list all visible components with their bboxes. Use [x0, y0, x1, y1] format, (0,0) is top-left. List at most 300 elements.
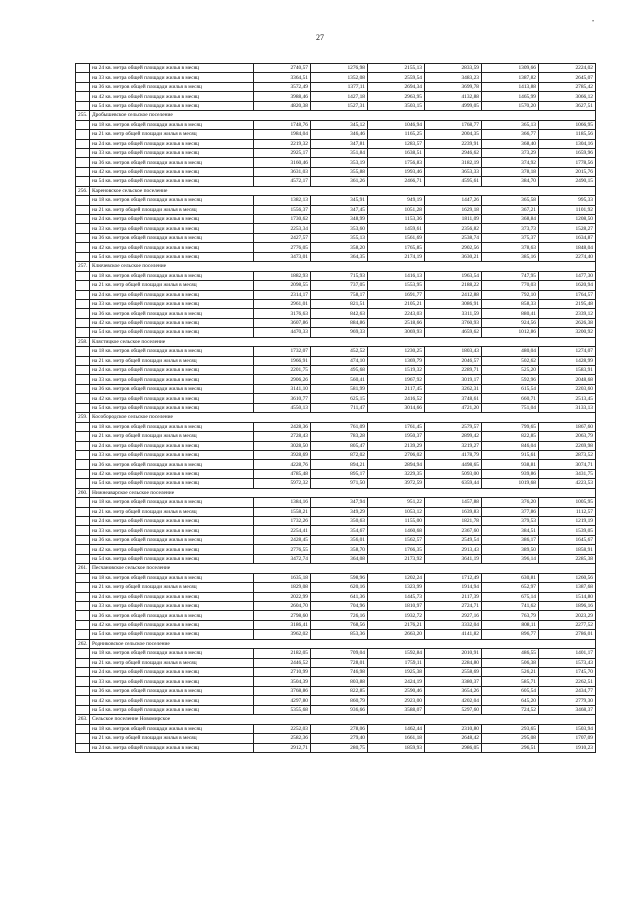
value-cell: 377,86	[482, 507, 539, 516]
table-row	[76, 696, 596, 705]
value-cell: 3631,03	[254, 167, 311, 176]
row-number	[76, 196, 90, 205]
value-cell: 2289,71	[425, 366, 482, 375]
value-cell: 345,91	[311, 196, 368, 205]
table-row	[76, 394, 596, 403]
value-cell: 2201,75	[254, 366, 311, 375]
value-cell: 1165,25	[368, 130, 425, 139]
area-label: на 24 кв. метра общей площади жилья в месяц	[90, 366, 254, 375]
value-cell: 2786,01	[539, 630, 596, 639]
value-cell: 358,70	[311, 545, 368, 554]
value-cell: 3019,17	[425, 375, 482, 384]
table-row	[76, 734, 596, 743]
value-cell: 1573,43	[539, 658, 596, 667]
value-cell: 6359,44	[425, 479, 482, 488]
area-label: на 54 кв. метра общей площади жилья в месяц	[90, 630, 254, 639]
row-number	[76, 450, 90, 459]
value-cell: 376,20	[482, 498, 539, 507]
value-cell: 2513,45	[539, 394, 596, 403]
row-number	[76, 158, 90, 167]
value-cell: 355,88	[311, 167, 368, 176]
value-cell: 3699,78	[425, 82, 482, 91]
value-cell: 2558,69	[425, 668, 482, 677]
area-label: на 54 кв. метра общей площади жилья в месяц	[90, 554, 254, 563]
value-cell: 2015,76	[539, 167, 596, 176]
value-cell: 2274,40	[539, 252, 596, 261]
row-number	[76, 554, 90, 563]
value-cell: 1761,45	[368, 422, 425, 431]
value-cell: 1583,91	[539, 366, 596, 375]
value-cell: 2710,99	[254, 668, 311, 677]
table-row	[76, 347, 596, 356]
row-number	[76, 583, 90, 592]
table-row	[76, 450, 596, 459]
value-cell: 1101,92	[539, 205, 596, 214]
area-label: на 36 кв. метров общей площади жилья в месяц	[90, 82, 254, 91]
value-cell: 1925,38	[368, 668, 425, 677]
value-cell: 2648,42	[425, 734, 482, 743]
value-cell: 280,75	[311, 743, 368, 752]
value-cell: 660,71	[482, 394, 539, 403]
value-cell: 4141,82	[425, 630, 482, 639]
value-cell: 880,41	[482, 309, 539, 318]
value-cell: 2645,07	[539, 73, 596, 82]
value-cell: 379,53	[482, 517, 539, 526]
value-cell: 761,09	[311, 422, 368, 431]
table-row	[76, 583, 596, 592]
area-label: на 18 кв. метров общей площади жилья в месяц	[90, 422, 254, 431]
tariff-table	[75, 63, 596, 753]
table-row	[76, 205, 596, 214]
value-cell: 2663,20	[368, 630, 425, 639]
value-cell: 373,73	[482, 224, 539, 233]
value-cell: 1005,95	[539, 498, 596, 507]
value-cell: 3627,51	[539, 101, 596, 110]
value-cell: 293,65	[482, 724, 539, 733]
area-label: на 24 кв. метра общей площади жилья в месяц	[90, 517, 254, 526]
value-cell: 5355,68	[254, 705, 311, 714]
value-cell: 351,84	[311, 148, 368, 157]
value-cell: 2728,43	[254, 432, 311, 441]
value-cell: 295,08	[482, 734, 539, 743]
row-number: 256.	[76, 186, 90, 195]
area-label: на 18 кв. метров общей площади жилья в месяц	[90, 196, 254, 205]
value-cell: 1756,83	[368, 158, 425, 167]
value-cell: 641,36	[311, 592, 368, 601]
value-cell: 486,55	[482, 649, 539, 658]
area-label: на 24 кв. метра общей площади жилья в месяц	[90, 290, 254, 299]
settlement-title: Нижнеаварское сельское поселение	[90, 488, 596, 497]
row-number	[76, 167, 90, 176]
value-cell: 2063,79	[539, 432, 596, 441]
value-cell: 2174,19	[368, 252, 425, 261]
value-cell: 3748,61	[425, 394, 482, 403]
value-cell: 630,81	[482, 573, 539, 582]
table-row	[76, 356, 596, 365]
value-cell: 1387,68	[539, 583, 596, 592]
value-cell: 1638,51	[368, 148, 425, 157]
value-cell: 3069,93	[368, 328, 425, 337]
table-row	[76, 479, 596, 488]
value-cell: 1561,69	[368, 233, 425, 242]
value-cell: 598,96	[311, 573, 368, 582]
value-cell: 2219,32	[254, 139, 311, 148]
value-cell: 3472,74	[254, 554, 311, 563]
value-cell: 361,26	[311, 177, 368, 186]
area-label: на 24 кв. метра общей площади жилья в месяц	[90, 668, 254, 677]
value-cell: 1967,92	[368, 375, 425, 384]
value-cell: 1384,16	[254, 498, 311, 507]
value-cell: 1829,08	[254, 583, 311, 592]
area-label: на 42 кв. метра общей площади жилья в месяц	[90, 167, 254, 176]
value-cell: 615,54	[482, 384, 539, 393]
value-cell: 3654,26	[425, 686, 482, 695]
value-cell: 3066,12	[539, 92, 596, 101]
value-cell: 2986,05	[425, 743, 482, 752]
value-cell: 3186,41	[254, 620, 311, 629]
row-number: 260.	[76, 488, 90, 497]
value-cell: 3503,15	[368, 101, 425, 110]
value-cell: 3504,39	[254, 677, 311, 686]
value-cell: 3768,86	[254, 686, 311, 695]
row-number	[76, 573, 90, 582]
row-number	[76, 696, 90, 705]
value-cell: 2428,36	[254, 422, 311, 431]
value-cell: 799,65	[482, 422, 539, 431]
row-number	[76, 82, 90, 91]
table-row	[76, 366, 596, 375]
table-row	[76, 92, 596, 101]
table-row	[76, 73, 596, 82]
value-cell: 2010,91	[425, 649, 482, 658]
value-cell: 1503,94	[539, 724, 596, 733]
table-row	[76, 403, 596, 412]
table-row	[76, 668, 596, 677]
value-cell: 2785,42	[539, 82, 596, 91]
value-cell: 350,63	[311, 517, 368, 526]
value-cell: 924,56	[482, 318, 539, 327]
row-number	[76, 535, 90, 544]
value-cell: 2023,29	[539, 611, 596, 620]
value-cell: 1966,91	[254, 356, 311, 365]
value-cell: 346,46	[311, 130, 368, 139]
value-cell: 2963,95	[368, 92, 425, 101]
value-cell: 951,22	[368, 498, 425, 507]
area-label: на 42 кв. метра общей площади жилья в месяц	[90, 318, 254, 327]
area-label: на 54 кв. метра общей площади жилья в месяц	[90, 177, 254, 186]
area-label: на 33 кв. метра общей площади жилья в месяц	[90, 526, 254, 535]
area-label: на 54 кв. метра общей площади жилья в месяц	[90, 479, 254, 488]
row-number: 255.	[76, 111, 90, 120]
value-cell: 367,21	[482, 205, 539, 214]
value-cell: 625,15	[311, 394, 368, 403]
value-cell: 2902,56	[425, 243, 482, 252]
area-label: на 36 кв. метров общей площади жилья в месяц	[90, 158, 254, 167]
area-label: на 36 кв. метров общей площади жилья в месяц	[90, 309, 254, 318]
value-cell: 2538,74	[425, 233, 482, 242]
area-label: на 33 кв. метра общей площади жилья в месяц	[90, 601, 254, 610]
table-row	[76, 328, 596, 337]
area-label: на 54 кв. метра общей площади жилья в месяц	[90, 252, 254, 261]
value-cell: 2894,94	[368, 460, 425, 469]
area-label: на 42 кв. метра общей площади жилья в месяц	[90, 92, 254, 101]
value-cell: 5297,60	[425, 705, 482, 714]
value-cell: 366,77	[482, 130, 539, 139]
value-cell: 353,19	[311, 158, 368, 167]
value-cell: 2254,41	[254, 526, 311, 535]
area-label: на 21 кв. метр общей площади жилья в месяц	[90, 356, 254, 365]
row-number	[76, 290, 90, 299]
table-row	[76, 177, 596, 186]
value-cell: 3229,35	[368, 469, 425, 478]
table-row	[76, 554, 596, 563]
value-cell: 356,01	[311, 535, 368, 544]
row-number	[76, 356, 90, 365]
value-cell: 347,94	[311, 498, 368, 507]
section-row	[76, 186, 596, 195]
value-cell: 2098,55	[254, 281, 311, 290]
value-cell: 728,01	[311, 658, 368, 667]
value-cell: 2310,80	[425, 724, 482, 733]
row-number	[76, 205, 90, 214]
value-cell: 2117,45	[368, 384, 425, 393]
value-cell: 4721,20	[425, 403, 482, 412]
value-cell: 1634,87	[539, 233, 596, 242]
value-cell: 1748,76	[254, 120, 311, 129]
table-row	[76, 620, 596, 629]
value-cell: 1369,79	[368, 356, 425, 365]
value-cell: 1867,60	[539, 422, 596, 431]
table-row	[76, 743, 596, 752]
row-number	[76, 394, 90, 403]
row-number: 259.	[76, 413, 90, 422]
table-row	[76, 233, 596, 242]
table-row	[76, 224, 596, 233]
value-cell: 279,40	[311, 734, 368, 743]
value-cell: 822,85	[311, 686, 368, 695]
value-cell: 2203,60	[539, 384, 596, 393]
row-number	[76, 734, 90, 743]
value-cell: 2243,03	[368, 309, 425, 318]
value-cell: 1219,19	[539, 517, 596, 526]
value-cell: 724,52	[482, 705, 539, 714]
value-cell: 385,16	[482, 252, 539, 261]
area-label: на 42 кв. метра общей площади жилья в месяц	[90, 545, 254, 554]
value-cell: 675,14	[482, 592, 539, 601]
table-row	[76, 460, 596, 469]
value-cell: 1428,99	[539, 356, 596, 365]
value-cell: 3014,66	[368, 403, 425, 412]
value-cell: 2724,71	[425, 601, 482, 610]
value-cell: 1914,94	[425, 583, 482, 592]
value-cell: 1457,88	[425, 498, 482, 507]
table-row	[76, 64, 596, 73]
value-cell: 2779,30	[539, 696, 596, 705]
value-cell: 1382,13	[254, 196, 311, 205]
value-cell: 2549,54	[425, 535, 482, 544]
value-cell: 3572,49	[254, 82, 311, 91]
value-cell: 1377,11	[311, 82, 368, 91]
row-number	[76, 101, 90, 110]
value-cell: 741,62	[482, 601, 539, 610]
area-label: на 24 кв. метра общей площади жилья в месяц	[90, 139, 254, 148]
area-label: на 42 кв. метра общей площади жилья в месяц	[90, 243, 254, 252]
settlement-title: Родниковское сельское поселение	[90, 639, 596, 648]
table-row	[76, 611, 596, 620]
table-row	[76, 422, 596, 431]
value-cell: 1950,37	[368, 432, 425, 441]
area-label: на 42 кв. метра общей площади жилья в месяц	[90, 620, 254, 629]
area-label: на 36 кв. метров общей площади жилья в месяц	[90, 460, 254, 469]
section-row	[76, 564, 596, 573]
value-cell: 1778,56	[539, 158, 596, 167]
value-cell: 3760,93	[425, 318, 482, 327]
value-cell: 2412,88	[425, 290, 482, 299]
value-cell: 805,47	[311, 441, 368, 450]
value-cell: 711,47	[311, 403, 368, 412]
value-cell: 506,38	[482, 658, 539, 667]
value-cell: 2446,52	[254, 658, 311, 667]
value-cell: 1645,67	[539, 535, 596, 544]
area-label: на 33 кв. метра общей площади жилья в месяц	[90, 299, 254, 308]
value-cell: 1803,43	[425, 347, 482, 356]
value-cell: 364,08	[311, 554, 368, 563]
value-cell: 4470,33	[254, 328, 311, 337]
value-cell: 1051,28	[368, 205, 425, 214]
value-cell: 2188,22	[425, 281, 482, 290]
value-cell: 1465,99	[482, 92, 539, 101]
area-label: на 33 кв. метра общей площади жилья в месяц	[90, 148, 254, 157]
value-cell: 1759,11	[368, 658, 425, 667]
row-number	[76, 441, 90, 450]
value-cell: 1821,78	[425, 517, 482, 526]
value-cell: 770,03	[482, 281, 539, 290]
value-cell: 1528,27	[539, 224, 596, 233]
area-label: на 21 кв. метр общей площади жилья в месяц	[90, 507, 254, 516]
value-cell: 396,14	[482, 554, 539, 563]
area-label: на 36 кв. метров общей площади жилья в месяц	[90, 611, 254, 620]
row-number	[76, 318, 90, 327]
value-cell: 347,45	[311, 205, 368, 214]
value-cell: 969,33	[311, 328, 368, 337]
value-cell: 2253,34	[254, 224, 311, 233]
value-cell: 5093,00	[425, 469, 482, 478]
value-cell: 2195,48	[539, 299, 596, 308]
table-row	[76, 592, 596, 601]
table-row	[76, 507, 596, 516]
value-cell: 1620,94	[539, 281, 596, 290]
value-cell: 1427,18	[311, 92, 368, 101]
row-number	[76, 545, 90, 554]
value-cell: 1445,73	[368, 592, 425, 601]
value-cell: 2117,39	[425, 592, 482, 601]
value-cell: 605,54	[482, 686, 539, 695]
row-number: 258.	[76, 337, 90, 346]
row-number	[76, 384, 90, 393]
value-cell: 4132,88	[425, 92, 482, 101]
value-cell: 2946,62	[425, 148, 482, 157]
value-cell: 3483,23	[425, 73, 482, 82]
value-cell: 1592,84	[368, 649, 425, 658]
value-cell: 3262,31	[425, 384, 482, 393]
section-row	[76, 488, 596, 497]
table-row	[76, 384, 596, 393]
area-label: на 54 кв. метра общей площади жилья в месяц	[90, 101, 254, 110]
value-cell: 3380,37	[425, 677, 482, 686]
area-label: на 36 кв. метров общей площади жилья в месяц	[90, 233, 254, 242]
table-row	[76, 148, 596, 157]
value-cell: 860,79	[311, 696, 368, 705]
page-number: 27	[316, 33, 324, 42]
value-cell: 3928,69	[254, 450, 311, 459]
value-cell: 1053,12	[368, 507, 425, 516]
value-cell: 3607,86	[254, 318, 311, 327]
value-cell: 1046,94	[368, 120, 425, 129]
value-cell: 1309,66	[482, 64, 539, 73]
area-label: на 18 кв. метров общей площади жилья в месяц	[90, 724, 254, 733]
value-cell: 915,61	[482, 450, 539, 459]
value-cell: 822,85	[482, 432, 539, 441]
value-cell: 3962,02	[254, 630, 311, 639]
value-cell: 2428,45	[254, 535, 311, 544]
value-cell: 2427,57	[254, 233, 311, 242]
value-cell: 747,95	[482, 271, 539, 280]
value-cell: 2367,60	[425, 526, 482, 535]
row-number	[76, 403, 90, 412]
area-label: на 42 кв. метра общей площади жилья в месяц	[90, 394, 254, 403]
value-cell: 4178,79	[425, 450, 482, 459]
value-cell: 1732,26	[254, 517, 311, 526]
value-cell: 1556,37	[254, 205, 311, 214]
value-cell: 1882,93	[254, 271, 311, 280]
value-cell: 1993,46	[368, 167, 425, 176]
value-cell: 1629,18	[425, 205, 482, 214]
value-cell: 1932,72	[368, 611, 425, 620]
value-cell: 2434,77	[539, 686, 596, 695]
value-cell: 2798,60	[254, 611, 311, 620]
row-number: 263.	[76, 715, 90, 724]
value-cell: 715,93	[311, 271, 368, 280]
value-cell: 746,98	[311, 668, 368, 677]
value-cell: 2912,71	[254, 743, 311, 752]
value-cell: 2626,38	[539, 318, 596, 327]
value-cell: 1413,88	[482, 82, 539, 91]
value-cell: 1230,25	[368, 347, 425, 356]
value-cell: 4297,80	[254, 696, 311, 705]
value-cell: 526,21	[482, 668, 539, 677]
value-cell: 4498,65	[425, 460, 482, 469]
area-label: на 54 кв. метра общей площади жилья в месяц	[90, 705, 254, 714]
area-label: на 54 кв. метра общей площади жилья в месяц	[90, 328, 254, 337]
row-number	[76, 432, 90, 441]
value-cell: 358,20	[311, 243, 368, 252]
row-number	[76, 507, 90, 516]
value-cell: 386,17	[482, 535, 539, 544]
row-number	[76, 73, 90, 82]
section-row	[76, 262, 596, 271]
area-label: на 18 кв. метров общей площади жилья в месяц	[90, 271, 254, 280]
row-number	[76, 299, 90, 308]
row-number	[76, 517, 90, 526]
table-row	[76, 82, 596, 91]
value-cell: 1562,57	[368, 535, 425, 544]
value-cell: 1514,80	[539, 592, 596, 601]
value-cell: 2559,54	[368, 73, 425, 82]
row-number	[76, 271, 90, 280]
value-cell: 2923,00	[368, 696, 425, 705]
table-row	[76, 318, 596, 327]
row-number	[76, 148, 90, 157]
